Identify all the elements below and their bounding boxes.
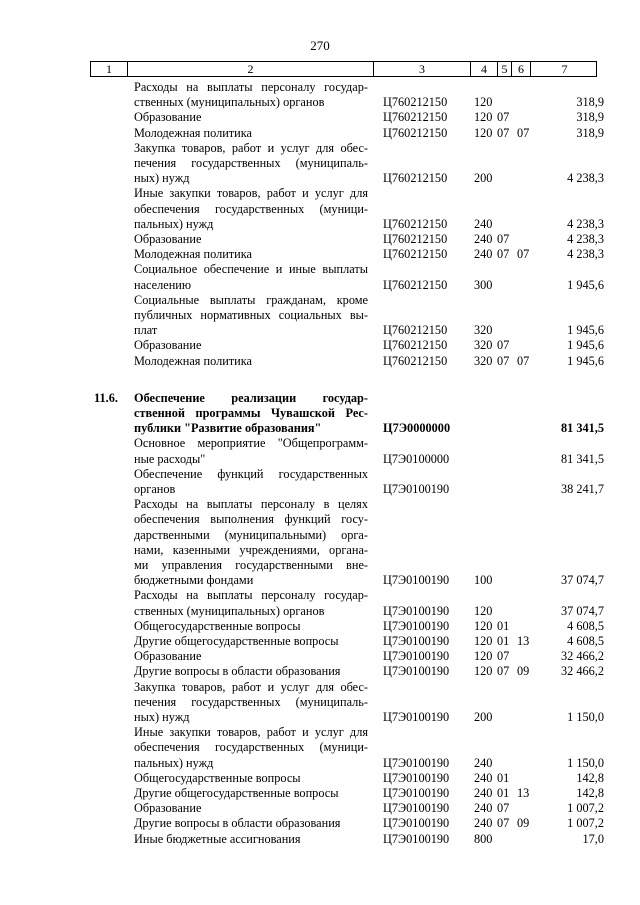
row-code: Ц7Э0100190 <box>383 770 450 785</box>
row-name-line: Образование <box>134 649 202 664</box>
row-name-line: обеспечения государственных (муници- <box>134 201 368 216</box>
col4-value: 240 <box>474 770 493 785</box>
row-amount: 1 150,0 <box>567 709 604 724</box>
row-name-line: Закупка товаров, работ и услуг для обес- <box>134 679 368 694</box>
col5-value: 07 <box>497 110 510 125</box>
row-amount: 1 945,6 <box>567 323 604 338</box>
row-name <box>134 588 368 618</box>
row-name-line: ственной программы Чувашской Рес- <box>134 406 368 420</box>
row-name <box>134 338 368 353</box>
row-code: Ц7Э0100190 <box>383 618 450 633</box>
col4-value: 320 <box>474 338 493 353</box>
col4-value: 120 <box>474 110 493 125</box>
row-code: Ц7Э0100190 <box>383 649 450 664</box>
row-amount: 81 341,5 <box>560 451 604 466</box>
row-code: Ц7Э0100190 <box>383 801 450 816</box>
row-code: Ц7Э0100190 <box>383 664 450 679</box>
row-name-line: Образование <box>134 338 202 353</box>
row-name <box>134 467 368 497</box>
row-amount: 142,8 <box>576 770 604 785</box>
row-code: Ц760212150 <box>383 353 448 368</box>
row-name-line: Иные закупки товаров, работ и услуг для <box>134 725 368 740</box>
row-name <box>134 725 368 771</box>
row-amount: 81 341,5 <box>560 421 604 436</box>
row-amount: 1 945,6 <box>567 353 604 368</box>
row-amount: 17,0 <box>582 831 604 846</box>
col5-value: 01 <box>497 770 510 785</box>
row-name <box>134 771 368 786</box>
row-name-line: Закупка товаров, работ и услуг для обес- <box>134 140 368 155</box>
row-code: Ц7Э0100190 <box>383 573 450 588</box>
row-code: Ц7Э0100190 <box>383 481 450 496</box>
row-name-line: Расходы на выплаты персоналу в целях <box>134 497 368 512</box>
header-col-1: 1 <box>91 62 128 76</box>
col5-value: 07 <box>497 801 510 816</box>
row-name-line: Основное мероприятие "Общепрограмм- <box>134 436 368 451</box>
col4-value: 120 <box>474 649 493 664</box>
row-name-line: плат <box>134 323 158 338</box>
col4-value: 120 <box>474 95 493 110</box>
row-name <box>134 680 368 726</box>
col4-value: 240 <box>474 232 493 246</box>
col4-value: 320 <box>474 323 493 338</box>
row-name-line: пальных) нужд <box>134 755 214 770</box>
table-header <box>90 61 597 77</box>
section-number: 11.6. <box>94 390 118 405</box>
col6-value: 09 <box>517 664 530 679</box>
row-name-line: Иные закупки товаров, работ и услуг для <box>134 186 368 201</box>
row-name-line: Образование <box>134 110 202 125</box>
col4-value: 300 <box>474 277 493 292</box>
row-amount: 4 238,3 <box>567 216 604 231</box>
col6-value: 07 <box>517 125 530 140</box>
row-name <box>134 436 368 466</box>
col4-value: 240 <box>474 801 493 816</box>
row-name <box>134 649 368 664</box>
col5-value: 01 <box>497 634 510 648</box>
page-number: 270 <box>310 38 330 53</box>
row-amount: 1 945,6 <box>567 338 604 353</box>
row-name <box>134 110 368 125</box>
row-code: Ц760212150 <box>383 171 448 186</box>
row-name-line: Обеспечение функций государственных <box>134 466 368 481</box>
row-amount: 37 074,7 <box>560 573 604 588</box>
row-amount: 1 007,2 <box>567 801 604 816</box>
row-name-line: Другие общегосударственные вопросы <box>134 786 339 800</box>
row-name-line: обеспечения выполнения функций госу- <box>134 512 368 527</box>
row-name-line: Общегосударственные вопросы <box>134 618 301 633</box>
row-code: Ц7Э0100190 <box>383 634 450 648</box>
col4-value: 120 <box>474 634 493 648</box>
header-col-5: 5 <box>498 62 512 76</box>
header-col-2: 2 <box>128 62 374 76</box>
header-col-6: 6 <box>512 62 531 76</box>
row-name-line: Обеспечение реализации государ- <box>134 390 368 405</box>
header-col-3: 3 <box>374 62 471 76</box>
row-code: Ц760212150 <box>383 125 448 140</box>
row-amount: 4 608,5 <box>567 634 604 648</box>
row-name-line: Другие общегосударственные вопросы <box>134 634 339 648</box>
row-amount: 318,9 <box>576 95 604 110</box>
row-code: Ц760212150 <box>383 338 448 353</box>
col5-value: 07 <box>497 664 510 679</box>
row-name-line: Общегосударственные вопросы <box>134 770 301 785</box>
row-amount: 1 945,6 <box>567 277 604 292</box>
row-amount: 318,9 <box>576 110 604 125</box>
row-name <box>134 293 368 339</box>
row-name <box>134 262 368 292</box>
col5-value: 07 <box>497 125 510 140</box>
col4-value: 240 <box>474 786 493 800</box>
row-name-line: Молодежная политика <box>134 247 253 262</box>
col6-value: 13 <box>517 634 530 648</box>
row-amount: 1 150,0 <box>567 755 604 770</box>
row-name-line: обеспечения государственных (муници- <box>134 740 368 755</box>
col5-value: 01 <box>497 786 510 800</box>
row-code: Ц7Э0100190 <box>383 709 450 724</box>
row-name-line: публичных нормативных социальных вы- <box>134 308 368 322</box>
row-name <box>134 186 368 232</box>
row-name <box>134 232 368 247</box>
row-code: Ц7Э0000000 <box>383 421 451 436</box>
row-name-line: ми управления государственными вне- <box>134 558 368 572</box>
row-name-line: ные расходы" <box>134 451 206 466</box>
row-amount: 32 466,2 <box>560 649 604 664</box>
row-code: Ц760212150 <box>383 232 448 246</box>
row-name-line: Расходы на выплаты персоналу государ- <box>134 588 368 603</box>
row-name-line: Другие вопросы в области образования <box>134 816 341 831</box>
col5-value: 07 <box>497 232 510 246</box>
col4-value: 320 <box>474 353 493 368</box>
row-name-line: Другие вопросы в области образования <box>134 664 341 679</box>
row-code: Ц7Э0100190 <box>383 786 450 800</box>
row-name-line: ных) нужд <box>134 171 190 186</box>
row-amount: 4 238,3 <box>567 171 604 186</box>
row-name-line: бюджетными фондами <box>134 573 254 588</box>
row-name-line: Молодежная политика <box>134 353 253 368</box>
row-amount: 1 007,2 <box>567 816 604 831</box>
row-name-line: нами, казенными учреждениями, органа- <box>134 542 368 557</box>
col4-value: 120 <box>474 125 493 140</box>
col5-value: 07 <box>497 338 510 353</box>
row-name-line: ственных (муниципальных) органов <box>134 95 325 110</box>
row-amount: 37 074,7 <box>560 603 604 618</box>
row-amount: 4 238,3 <box>567 247 604 262</box>
row-name-line: печения государственных (муниципаль- <box>134 156 368 170</box>
row-name <box>134 664 368 679</box>
row-name-line: органов <box>134 482 176 496</box>
col4-value: 200 <box>474 171 493 186</box>
col5-value: 07 <box>497 816 510 831</box>
row-name-line: Социальное обеспечение и иные выплаты <box>134 262 368 277</box>
col4-value: 240 <box>474 755 493 770</box>
row-code: Ц7Э0100190 <box>383 816 450 831</box>
row-name-line: Социальные выплаты гражданам, кроме <box>134 292 368 307</box>
row-name <box>134 80 368 110</box>
row-code: Ц760212150 <box>383 95 448 110</box>
col5-value: 07 <box>497 649 510 664</box>
col6-value: 07 <box>517 353 530 368</box>
col4-value: 200 <box>474 709 493 724</box>
row-name <box>134 497 368 588</box>
col6-value: 07 <box>517 247 530 262</box>
row-name <box>134 634 368 649</box>
row-name <box>134 801 368 816</box>
row-code: Ц7Э0100190 <box>383 603 450 618</box>
row-name <box>134 141 368 187</box>
row-name-line: Образование <box>134 232 202 246</box>
row-name <box>134 126 368 141</box>
row-amount: 4 238,3 <box>567 232 604 246</box>
row-name-line: дарственными (муниципальными) орга- <box>134 527 368 542</box>
row-code: Ц7Э0100190 <box>383 755 450 770</box>
row-name <box>134 786 368 801</box>
row-amount: 32 466,2 <box>560 664 604 679</box>
row-name <box>134 619 368 634</box>
row-code: Ц760212150 <box>383 323 448 338</box>
col5-value: 01 <box>497 618 510 633</box>
row-name-line: населению <box>134 277 192 292</box>
col4-value: 120 <box>474 603 493 618</box>
row-code: Ц7Э0100000 <box>383 451 450 466</box>
row-name <box>134 816 368 831</box>
col4-value: 800 <box>474 831 493 846</box>
row-code: Ц760212150 <box>383 110 448 125</box>
row-name <box>134 354 368 369</box>
row-code: Ц7Э0100190 <box>383 831 450 846</box>
col4-value: 240 <box>474 247 493 262</box>
row-name-line: печения государственных (муниципаль- <box>134 694 368 709</box>
row-name-line: ных) нужд <box>134 710 190 724</box>
row-name-line: пальных) нужд <box>134 216 214 231</box>
row-amount: 38 241,7 <box>560 481 604 496</box>
header-col-4: 4 <box>471 62 498 76</box>
row-code: Ц760212150 <box>383 277 448 292</box>
row-name-line: Иные бюджетные ассигнования <box>134 831 301 846</box>
row-amount: 318,9 <box>576 125 604 140</box>
row-code: Ц760212150 <box>383 216 448 231</box>
col5-value: 07 <box>497 353 510 368</box>
row-code: Ц760212150 <box>383 247 448 262</box>
row-amount: 142,8 <box>576 786 604 800</box>
row-amount: 4 608,5 <box>567 618 604 633</box>
col4-value: 120 <box>474 618 493 633</box>
col4-value: 100 <box>474 573 493 588</box>
row-name-line: ственных (муниципальных) органов <box>134 603 325 618</box>
row-name-line: Молодежная политика <box>134 125 253 140</box>
row-name <box>134 247 368 262</box>
row-name <box>134 832 368 847</box>
col4-value: 120 <box>474 664 493 679</box>
row-name-line: публики "Развитие образования" <box>134 421 322 436</box>
col4-value: 240 <box>474 816 493 831</box>
row-name-line: Расходы на выплаты персоналу государ- <box>134 80 368 94</box>
col6-value: 13 <box>517 786 530 800</box>
col6-value: 09 <box>517 816 530 831</box>
col4-value: 240 <box>474 216 493 231</box>
col5-value: 07 <box>497 247 510 262</box>
row-name-line: Образование <box>134 801 202 816</box>
row-name <box>134 391 368 437</box>
header-col-7: 7 <box>561 62 568 76</box>
